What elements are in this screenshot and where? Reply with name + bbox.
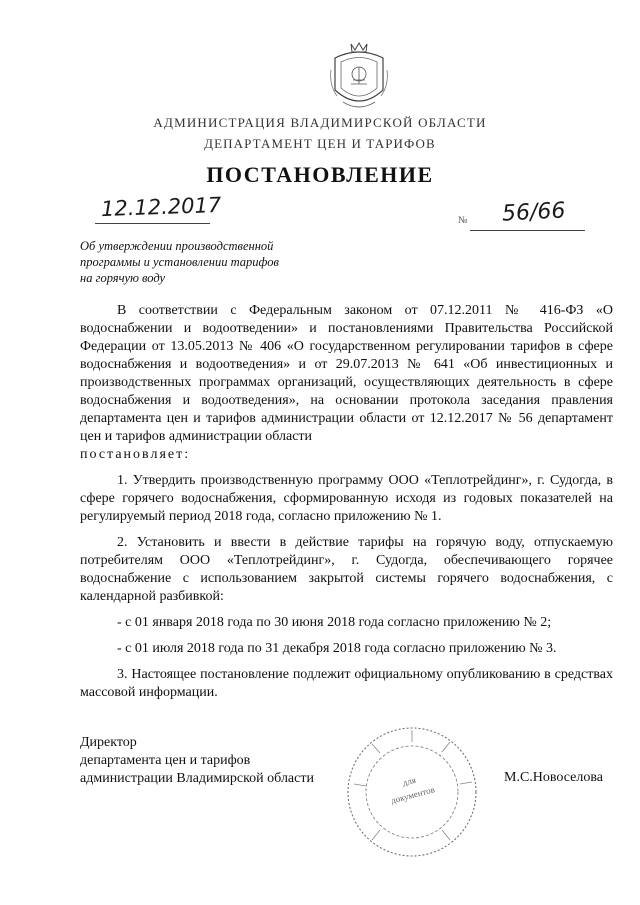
subject-line: Об утверждении производственной <box>80 239 274 253</box>
document-subject <box>80 238 300 286</box>
clause-1: 1. Утвердить производственную программу ООО «Теплотрейдинг», г. Судогда, в сфере горячего водоснабжения, сформированную исходя из годовых показателей на регулируемый период 2018 года, согласно приложению № 1. <box>80 473 613 524</box>
official-stamp <box>342 722 482 862</box>
number-underline <box>470 230 585 231</box>
stamp-text-line: для <box>401 774 417 788</box>
subject-line: программы и установлении тарифов <box>80 255 279 269</box>
date-underline <box>95 223 210 224</box>
coat-of-arms-emblem <box>329 40 389 114</box>
handwritten-date: 12.12.2017 <box>100 192 222 222</box>
handwritten-number: 56/66 <box>501 198 567 227</box>
preamble-paragraph: В соответствии с Федеральным законом от 07.12.2011 № 416-ФЗ «О водоснабжении и водоотведении» и постановлениями Правительства Российской Федерации от 13.05.2013 № 406 «О государственном регулировании тарифов в сфере водоснабжения и водоотведения» и от 29.07.2013 № 641 «Об инвестиционных и производственных программах организаций, осуществляющих деятельность в сфере водоснабжения и водоотведения», на основании протокола заседания правления департамента цен и тарифов администрации области от 12.12.2017 № 56 департамент цен и тарифов администрации области <box>80 303 613 444</box>
period-2: - с 01 июля 2018 года по 31 декабря 2018 года согласно приложению № 3. <box>117 641 557 656</box>
decree-word: постановляет: <box>80 447 191 462</box>
document-body <box>80 302 613 702</box>
clause-3: 3. Настоящее постановление подлежит официальному опубликованию в средствах массовой информации. <box>80 667 613 700</box>
stamp-text-line: документов <box>389 784 436 806</box>
department-name: ДЕПАРТАМЕНТ ЦЕН И ТАРИФОВ <box>204 136 436 151</box>
signatory-title-line: департамента цен и тарифов <box>80 753 251 768</box>
signature-block <box>80 734 314 788</box>
signatory-title-line: Директор <box>80 735 137 750</box>
signatory-name: М.С.Новоселова <box>504 770 603 785</box>
org-name: АДМИНИСТРАЦИЯ ВЛАДИМИРСКОЙ ОБЛАСТИ <box>153 115 487 130</box>
document-title: ПОСТАНОВЛЕНИЕ <box>206 162 434 187</box>
period-1: - с 01 января 2018 года по 30 июня 2018 года согласно приложению № 2; <box>117 615 552 630</box>
clause-2: 2. Установить и ввести в действие тарифы на горячую воду, отпускаемую потребителям ООО «Теплотрейдинг», г. Судогда, обеспечивающего горячее водоснабжение с использованием закрытой системы горячего водоснабжения, с календарной разбивкой: <box>80 535 613 604</box>
number-sign: № <box>458 215 468 226</box>
subject-line: на горячую воду <box>80 271 166 285</box>
signatory-title-line: администрации Владимирской области <box>80 771 314 786</box>
